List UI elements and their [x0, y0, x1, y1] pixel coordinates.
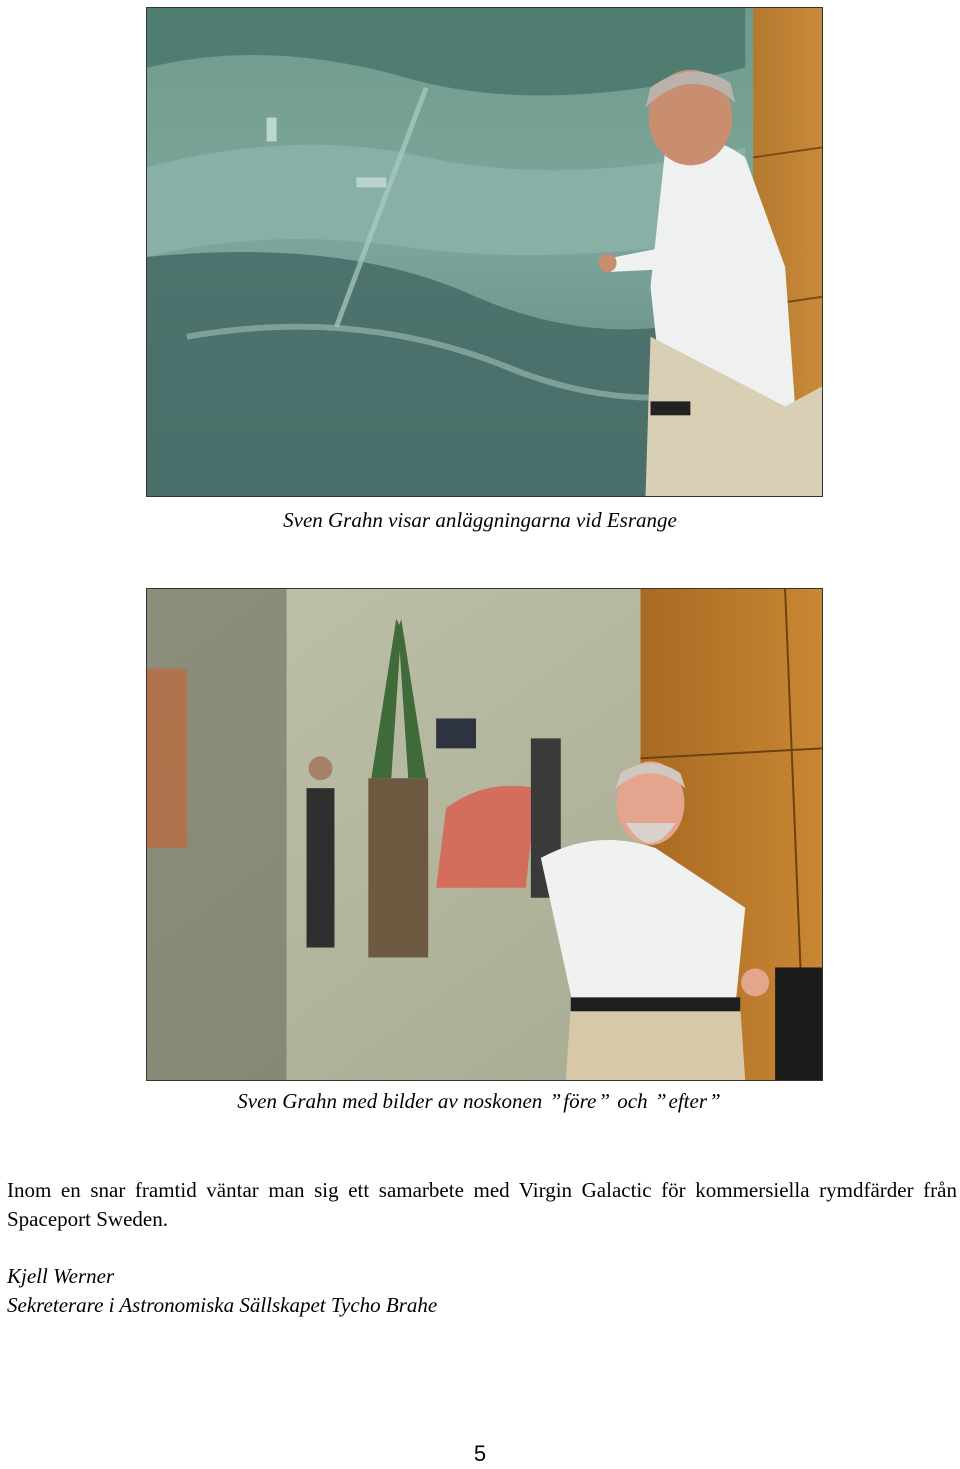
- body-paragraph: Inom en snar framtid väntar man sig ett samarbete med Virgin Galactic för kommersiella rymdfärder från Spaceport Sweden.: [7, 1178, 957, 1231]
- caption-prefix: Sven Grahn med bilder av noskonen: [237, 1089, 548, 1113]
- signature-title: Sekreterare i Astronomiska Sällskapet Tycho Brahe: [7, 1293, 438, 1317]
- photo-caption-nosecone: [0, 1089, 960, 1113]
- photo-nosecone-presentation: [146, 588, 823, 1081]
- signature-name: Kjell Werner: [7, 1264, 115, 1288]
- page-number: 5: [473, 1441, 487, 1466]
- caption-word-efter: efter: [668, 1089, 707, 1113]
- quote-mark: ”: [549, 1089, 562, 1113]
- photo-esrange-image: [147, 8, 822, 496]
- quote-mark: ”: [598, 1089, 610, 1113]
- photo-nosecone-image: [147, 589, 822, 1080]
- quote-mark: ”: [654, 1089, 667, 1113]
- caption-mid: och: [612, 1089, 653, 1113]
- quote-mark: ”: [709, 1089, 721, 1113]
- photo-caption-esrange: Sven Grahn visar anläggningarna vid Esrange: [283, 508, 677, 532]
- photo-esrange-presentation: [146, 7, 823, 497]
- caption-word-fore: före: [563, 1089, 597, 1113]
